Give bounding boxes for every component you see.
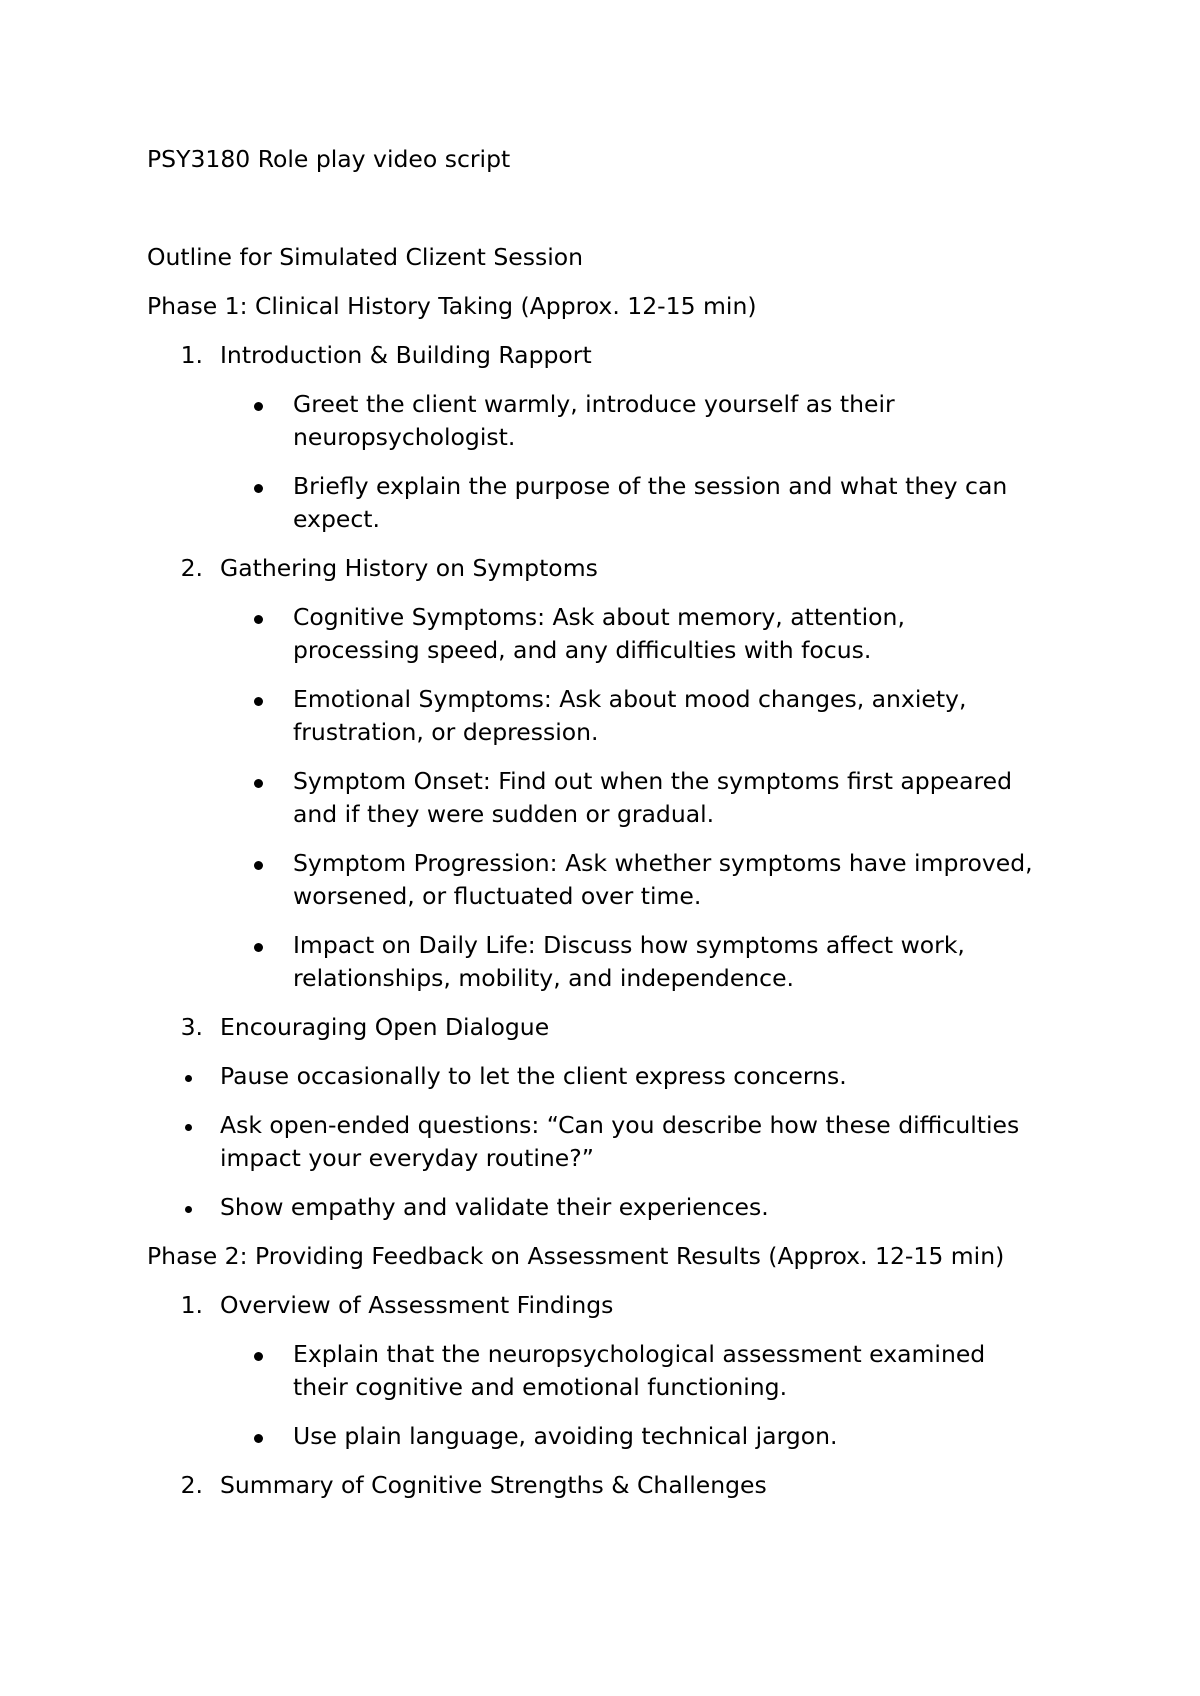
bullet-icon	[254, 615, 263, 624]
bullet-text: Use plain language, avoiding technical jargon.	[293, 1422, 838, 1450]
bullet-icon	[254, 1434, 263, 1443]
section-introduction-rapport: Introduction & Building Rapport	[220, 341, 592, 369]
bullet-icon	[254, 697, 263, 706]
bullet-icon	[254, 402, 263, 411]
list-number: 1.	[180, 341, 203, 369]
bullet-text: Impact on Daily Life: Discuss how symptoms affect work,	[293, 931, 965, 959]
bullet-text: Pause occasionally to let the client express concerns.	[220, 1062, 847, 1090]
bullet-text: Show empathy and validate their experiences.	[220, 1193, 769, 1221]
section-strengths-challenges: Summary of Cognitive Strengths & Challenges	[220, 1471, 767, 1499]
bullet-text: frustration, or depression.	[293, 718, 599, 746]
bullet-text: expect.	[293, 505, 380, 533]
bullet-text: Symptom Onset: Find out when the symptoms first appeared	[293, 767, 1012, 795]
bullet-text: relationships, mobility, and independence.	[293, 964, 795, 992]
bullet-icon	[254, 861, 263, 870]
bullet-text: Greet the client warmly, introduce yourself as their	[293, 390, 895, 418]
bullet-icon	[254, 484, 263, 493]
bullet-icon	[185, 1124, 192, 1131]
bullet-text: neuropsychologist.	[293, 423, 516, 451]
bullet-icon	[185, 1206, 192, 1213]
list-number: 3.	[180, 1013, 203, 1041]
bullet-text: processing speed, and any difficulties with focus.	[293, 636, 872, 664]
section-gathering-history: Gathering History on Symptoms	[220, 554, 598, 582]
bullet-text: their cognitive and emotional functioning.	[293, 1373, 788, 1401]
bullet-text: impact your everyday routine?”	[220, 1144, 594, 1172]
bullet-text: Emotional Symptoms: Ask about mood changes, anxiety,	[293, 685, 967, 713]
list-number: 2.	[180, 1471, 203, 1499]
list-number: 1.	[180, 1291, 203, 1319]
bullet-text: Briefly explain the purpose of the session and what they can	[293, 472, 1008, 500]
phase-2-heading: Phase 2: Providing Feedback on Assessment Results (Approx. 12-15 min)	[147, 1242, 1005, 1270]
section-assessment-overview: Overview of Assessment Findings	[220, 1291, 614, 1319]
section-open-dialogue: Encouraging Open Dialogue	[220, 1013, 550, 1041]
bullet-icon	[254, 1352, 263, 1361]
bullet-icon	[254, 779, 263, 788]
bullet-text: Explain that the neuropsychological assessment examined	[293, 1340, 986, 1368]
bullet-text: Cognitive Symptoms: Ask about memory, attention,	[293, 603, 905, 631]
bullet-text: and if they were sudden or gradual.	[293, 800, 715, 828]
bullet-text: worsened, or fluctuated over time.	[293, 882, 702, 910]
document-title: PSY3180 Role play video script	[147, 145, 511, 173]
bullet-icon	[185, 1075, 192, 1082]
bullet-text: Ask open-ended questions: “Can you describe how these difficulties	[220, 1111, 1020, 1139]
list-number: 2.	[180, 554, 203, 582]
bullet-text: Symptom Progression: Ask whether symptoms have improved,	[293, 849, 1033, 877]
phase-1-heading: Phase 1: Clinical History Taking (Approx. 12-15 min)	[147, 292, 757, 320]
bullet-icon	[254, 943, 263, 952]
outline-heading: Outline for Simulated Clizent Session	[147, 243, 583, 271]
